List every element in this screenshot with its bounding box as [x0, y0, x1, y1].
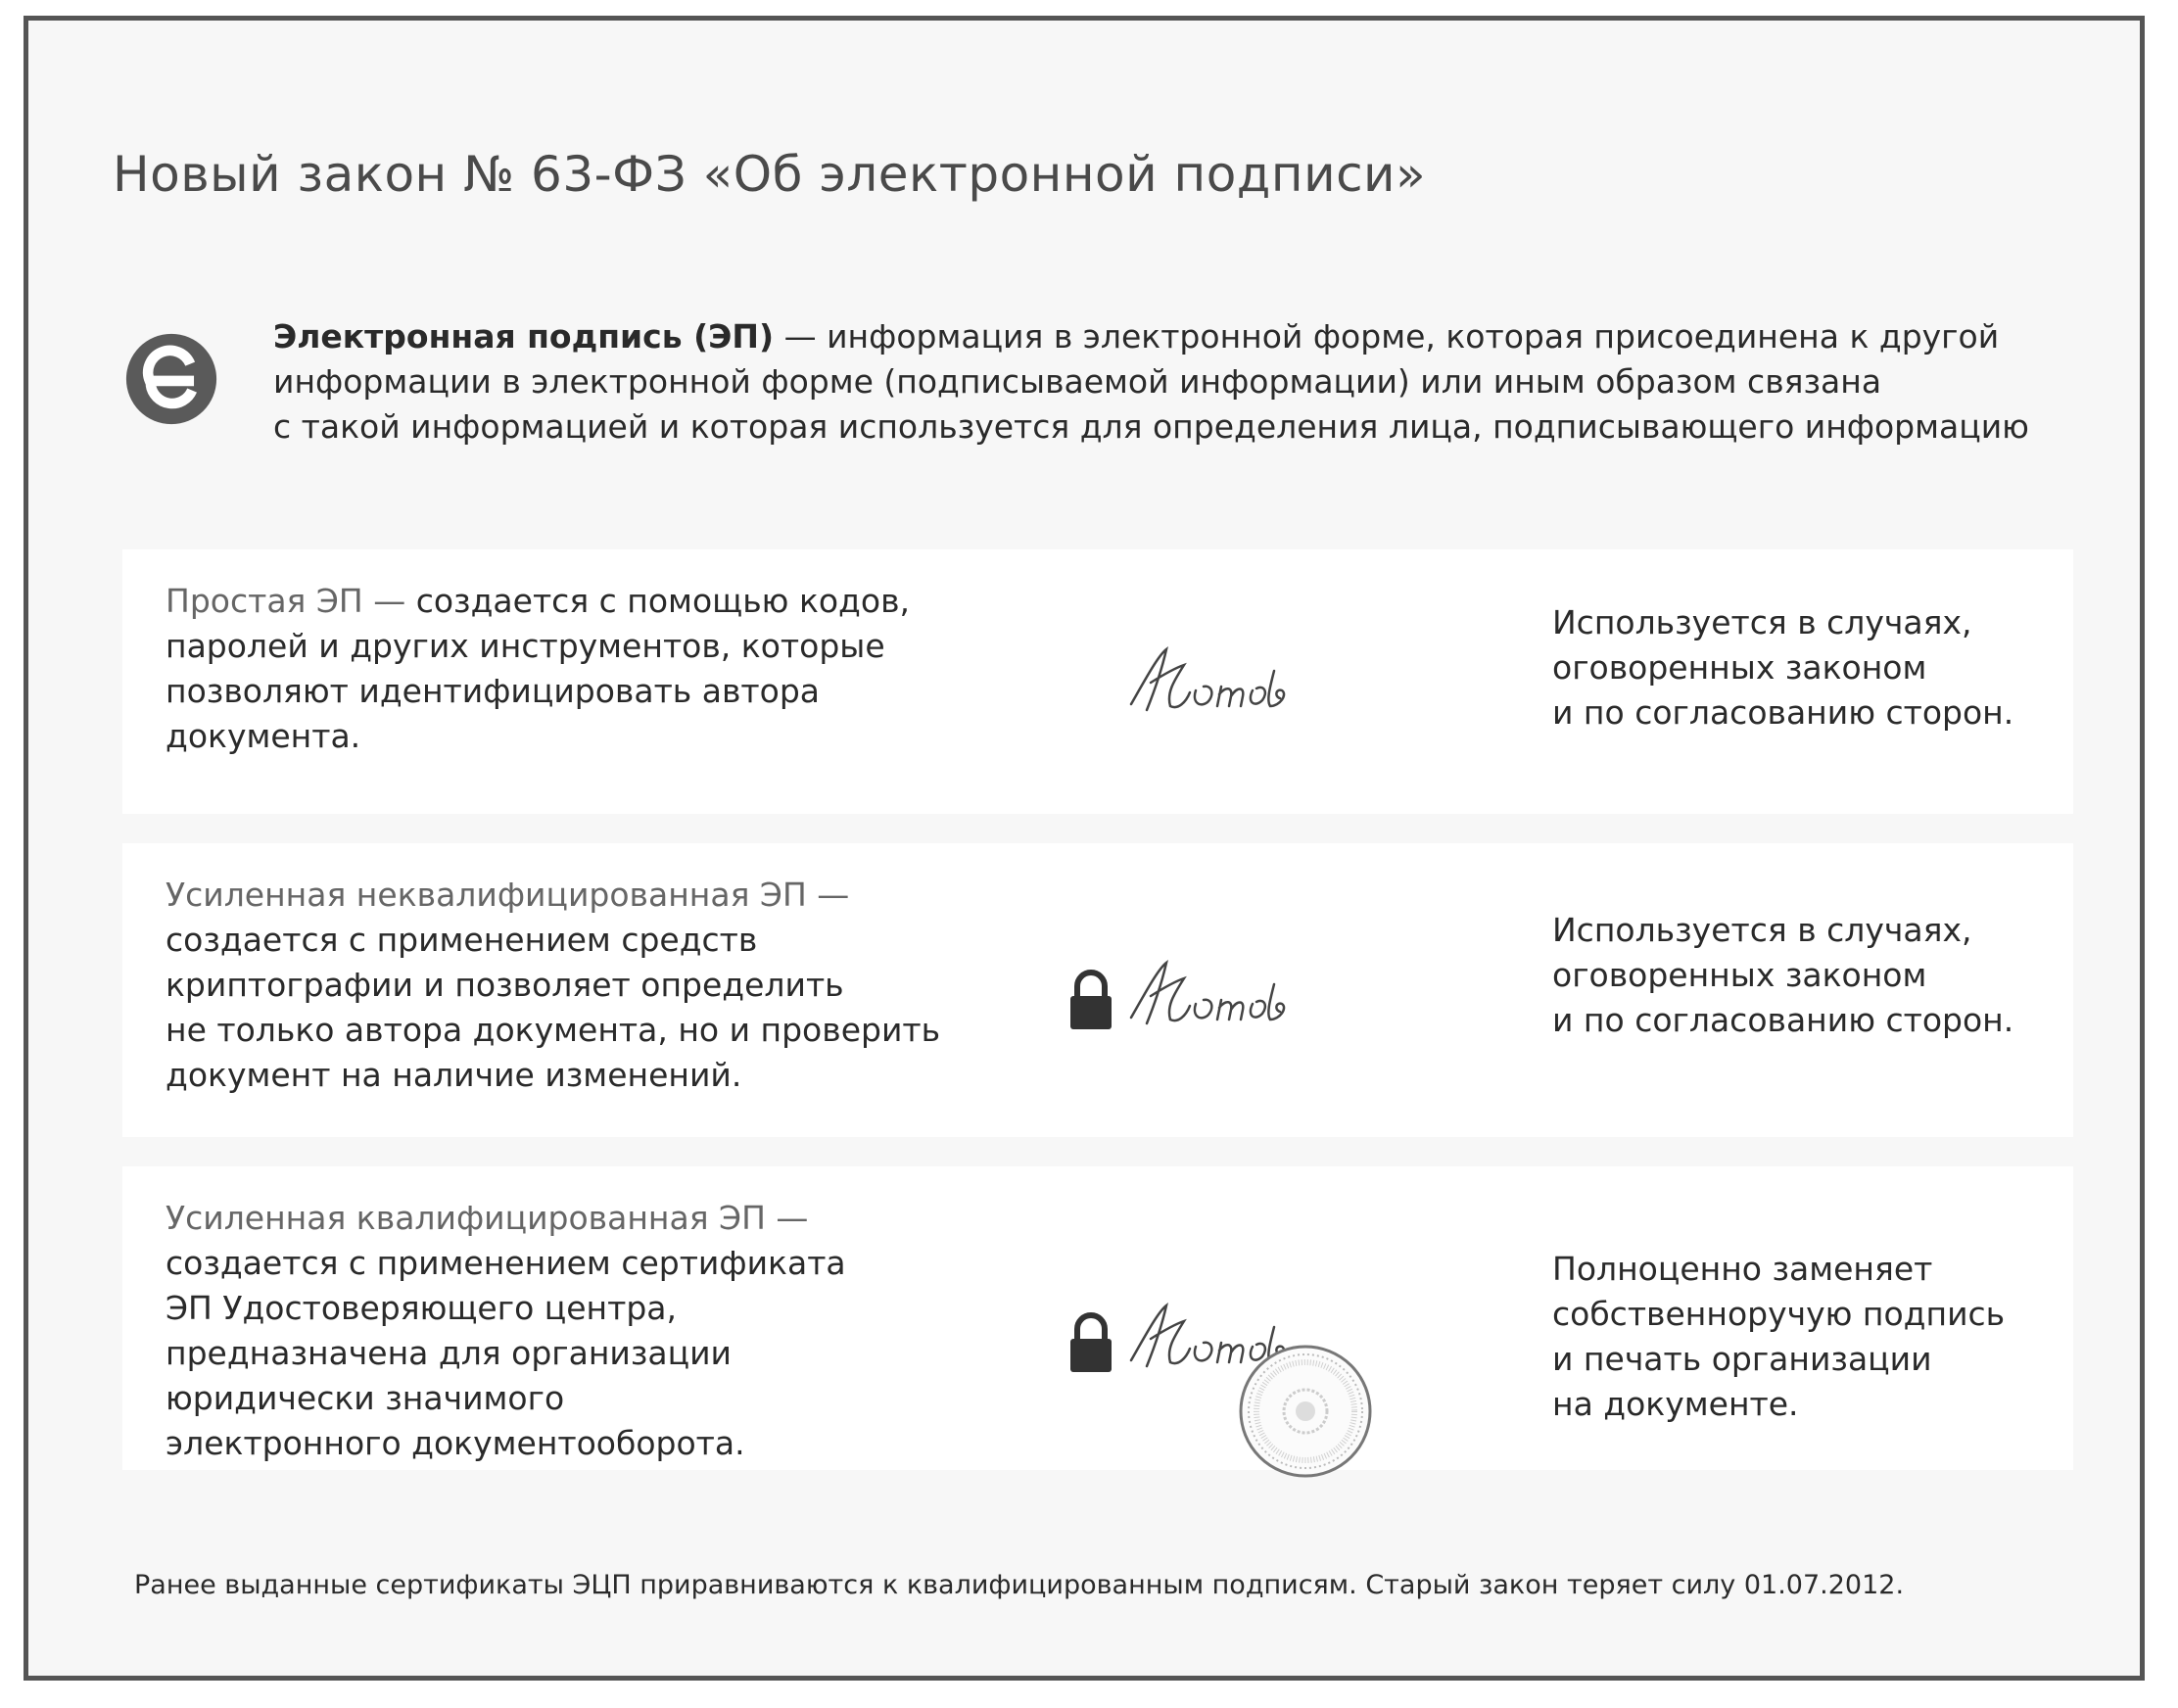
signature-type-name: Усиленная неквалифицированная ЭП —	[166, 876, 850, 914]
card-usage: Используется в случаях, оговоренных законом и по согласованию сторон.	[1552, 603, 2014, 732]
footnote: Ранее выданные сертификаты ЭЦП приравниваются к квалифицированным подписям. Старый закон теряет силу 01.07.2012.	[134, 1570, 1905, 1600]
document-frame	[24, 16, 2145, 1681]
card-simple-signature	[122, 549, 2073, 814]
card-usage: Полноценно заменяет собственноручую подпись и печать организации на документе.	[1552, 1250, 2006, 1423]
seal-stamp-icon	[1241, 1347, 1370, 1476]
card-enhanced-unqualified-signature	[122, 843, 2073, 1137]
handwritten-signature	[1131, 1305, 1284, 1366]
signature-illustration	[1053, 608, 1464, 765]
handwritten-signature	[1131, 649, 1284, 710]
card-enhanced-qualified-signature	[122, 1166, 2073, 1470]
lock-icon	[1070, 973, 1112, 1029]
page-title: Новый закон № 63-ФЗ «Об электронной подписи»	[113, 146, 1427, 203]
definition-line-3: с такой информацией и которая используется для определения лица, подписывающего информацию	[273, 407, 2029, 446]
definition-line-1: Электронная подпись (ЭП) — информация в электронной форме, которая присоединена к другой	[273, 317, 2000, 356]
definition-line-2: информации в электронной форме (подписываемой информации) или иным образом связана	[273, 362, 1882, 401]
signature-illustration	[1053, 922, 1464, 1078]
card-description: Усиленная неквалифицированная ЭП — создается с применением средств криптографии и позволяет определить не только автора документа, но и проверить документ на наличие изменений.	[166, 873, 1047, 1098]
signature-type-name: Простая ЭП —	[166, 582, 406, 620]
handwritten-signature	[1131, 963, 1284, 1023]
signature-illustration	[1053, 1264, 1464, 1480]
signature-type-name: Усиленная квалифицированная ЭП —	[166, 1199, 809, 1237]
lock-icon	[1070, 1315, 1112, 1372]
definition-term: Электронная подпись (ЭП)	[273, 317, 775, 356]
card-usage: Используется в случаях, оговоренных законом и по согласованию сторон.	[1552, 911, 2014, 1039]
card-description: Усиленная квалифицированная ЭП — создается с применением сертификата ЭП Удостоверяющего центра, предназначена для организации юридически значимого электронного документооборота.	[166, 1196, 1047, 1466]
card-description: Простая ЭП — создается с помощью кодов, паролей и других инструментов, которые позволяют идентифицировать автора документа.	[166, 582, 911, 755]
e-letter-icon	[124, 332, 218, 426]
definition-text	[273, 314, 2114, 450]
